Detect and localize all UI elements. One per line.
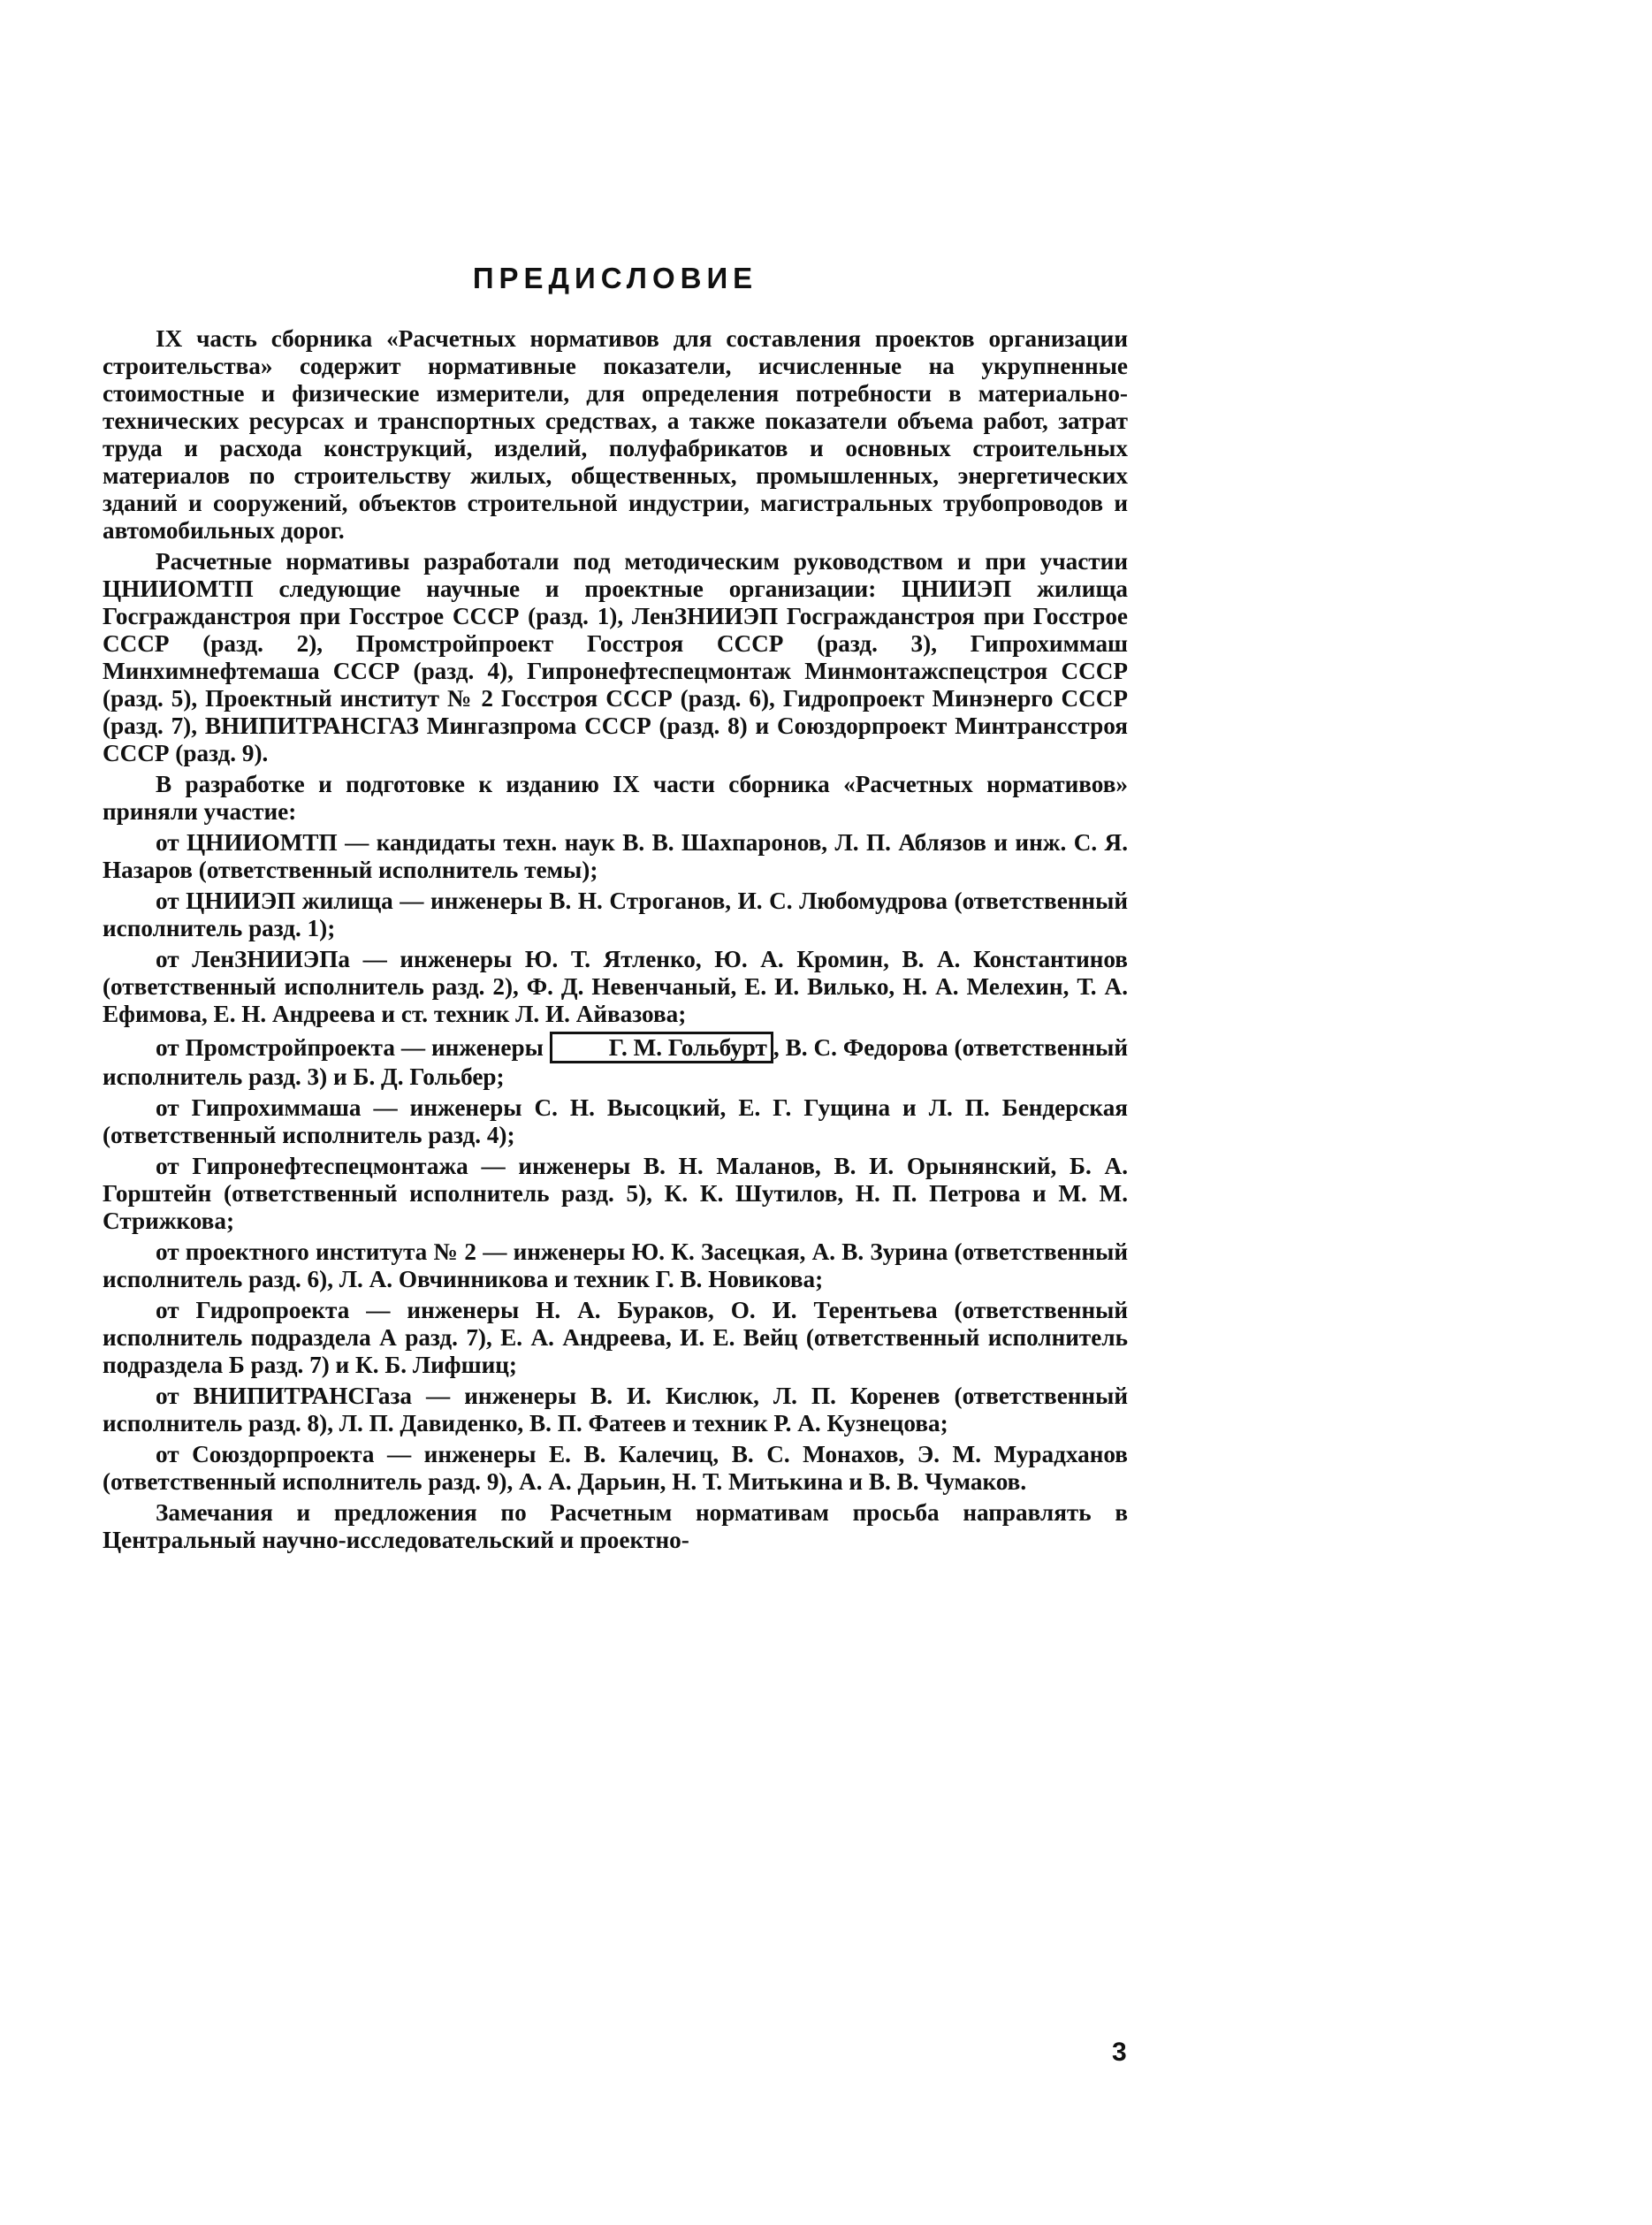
paragraph-intro: IX часть сборника «Расчетных нормативов для составления проектов организации строительства» содержит нормативные показатели, исчисленные на укрупненные стоимостные и физические измерители, для определения потребности в материально-технических ресурсах и транспортных средствах, а также показатели объема работ, затрат труда и расхода конструкций, изделий, полуфабрикатов и основных строительных материалов по строительству жилых, общественных, промышленных, энергетических зданий и сооружений, объектов строительной индустрии, магистральных трубопроводов и автомобильных дорог.: [103, 325, 1128, 544]
page-number: 3: [1112, 2038, 1127, 2067]
paragraph-giprokhimmash: от Гипрохиммаша — инженеры С. Н. Высоцкий, Е. Г. Гущина и Л. П. Бендерская (ответственный исполнитель разд. 4);: [103, 1094, 1128, 1148]
page-title: ПРЕДИСЛОВИЕ: [472, 262, 758, 294]
promstroy-text-start: от Промстройпроекта — инженеры: [156, 1034, 550, 1061]
paragraph-promstroyproekt: [103, 1032, 1128, 1091]
paragraph-soyuzdorproekt: от Союздорпроекта — инженеры Е. В. Калечиц, В. С. Монахов, Э. М. Мурадханов (ответственный исполнитель разд. 9), А. А. Дарьин, Н. Т. Митькина и В. В. Чумаков.: [103, 1441, 1128, 1495]
document-page: [103, 262, 1128, 1558]
paragraph-institute-2: от проектного института № 2 — инженеры Ю. К. Засецкая, А. В. Зурина (ответственный исполнитель разд. 6), Л. А. Овчинникова и техник Г. В. Новикова;: [103, 1238, 1128, 1292]
paragraph-gipronefte: от Гипронефтеспецмонтажа — инженеры В. Н. Маланов, В. И. Орынянский, Б. А. Горштейн (ответственный исполнитель разд. 5), К. К. Шутилов, Н. П. Петрова и М. М. Стрижкова;: [103, 1153, 1128, 1234]
paragraph-vnipitransgaz: от ВНИПИТРАНСГаза — инженеры В. И. Кислюк, Л. П. Коренев (ответственный исполнитель разд. 8), Л. П. Давиденко, В. П. Фатеев и техник Р. А. Кузнецова;: [103, 1383, 1128, 1436]
paragraph-cniiomtp: от ЦНИИОМТП — кандидаты техн. наук В. В. Шахпаронов, Л. П. Аблязов и инж. С. Я. Назаров (ответственный исполнитель темы);: [103, 829, 1128, 883]
paragraph-remarks: Замечания и предложения по Расчетным нормативам просьба направлять в Центральный научно-исследовательский и проектно-: [103, 1499, 1128, 1553]
paragraph-participants-intro: В разработке и подготовке к изданию IX части сборника «Расчетных нормативов» приняли участие:: [103, 771, 1128, 825]
paragraph-developers: Расчетные нормативы разработали под методическим руководством и при участии ЦНИИОМТП следующие научные и проектные организации: ЦНИИЭП жилища Госгражданстроя при Госстрое СССР (разд. 1), ЛенЗНИИЭП Госгражданстроя при Госстрое СССР (разд. 2), Промстройпроект Госстроя СССР (разд. 3), Гипрохиммаш Минхимнефтемаша СССР (разд. 4), Гипронефтеспецмонтаж Минмонтажспецстроя СССР (разд. 5), Проектный институт № 2 Госстроя СССР (разд. 6), Гидропроект Минэнерго СССР (разд. 7), ВНИПИТРАНСГАЗ Мингазпрома СССР (разд. 8) и Союздорпроект Минтрансстроя СССР (разд. 9).: [103, 548, 1128, 766]
paragraph-gidroproekt: от Гидропроекта — инженеры Н. А. Бураков, О. И. Терентьева (ответственный исполнитель подраздела А разд. 7), Е. А. Андреева, И. Е. Вейц (ответственный исполнитель подраздела Б разд. 7) и К. Б. Лифшиц;: [103, 1297, 1128, 1378]
boxed-name: Г. М. Гольбурт: [550, 1032, 773, 1063]
promstroy-text-end: , В. С. Федорова (ответственный исполнитель разд. 3) и Б. Д. Гольбер;: [103, 1034, 1128, 1090]
paragraph-lenzniiep: от ЛенЗНИИЭПа — инженеры Ю. Т. Ятленко, Ю. А. Кромин, В. А. Константинов (ответственный исполнитель разд. 2), Ф. Д. Невенчаный, Е. И. Вилько, Н. А. Мелехин, Т. А. Ефимова, Е. Н. Андреева и ст. техник Л. И. Айвазова;: [103, 946, 1128, 1027]
paragraph-cniiep: от ЦНИИЭП жилища — инженеры В. Н. Строганов, И. С. Любомудрова (ответственный исполнитель разд. 1);: [103, 888, 1128, 941]
